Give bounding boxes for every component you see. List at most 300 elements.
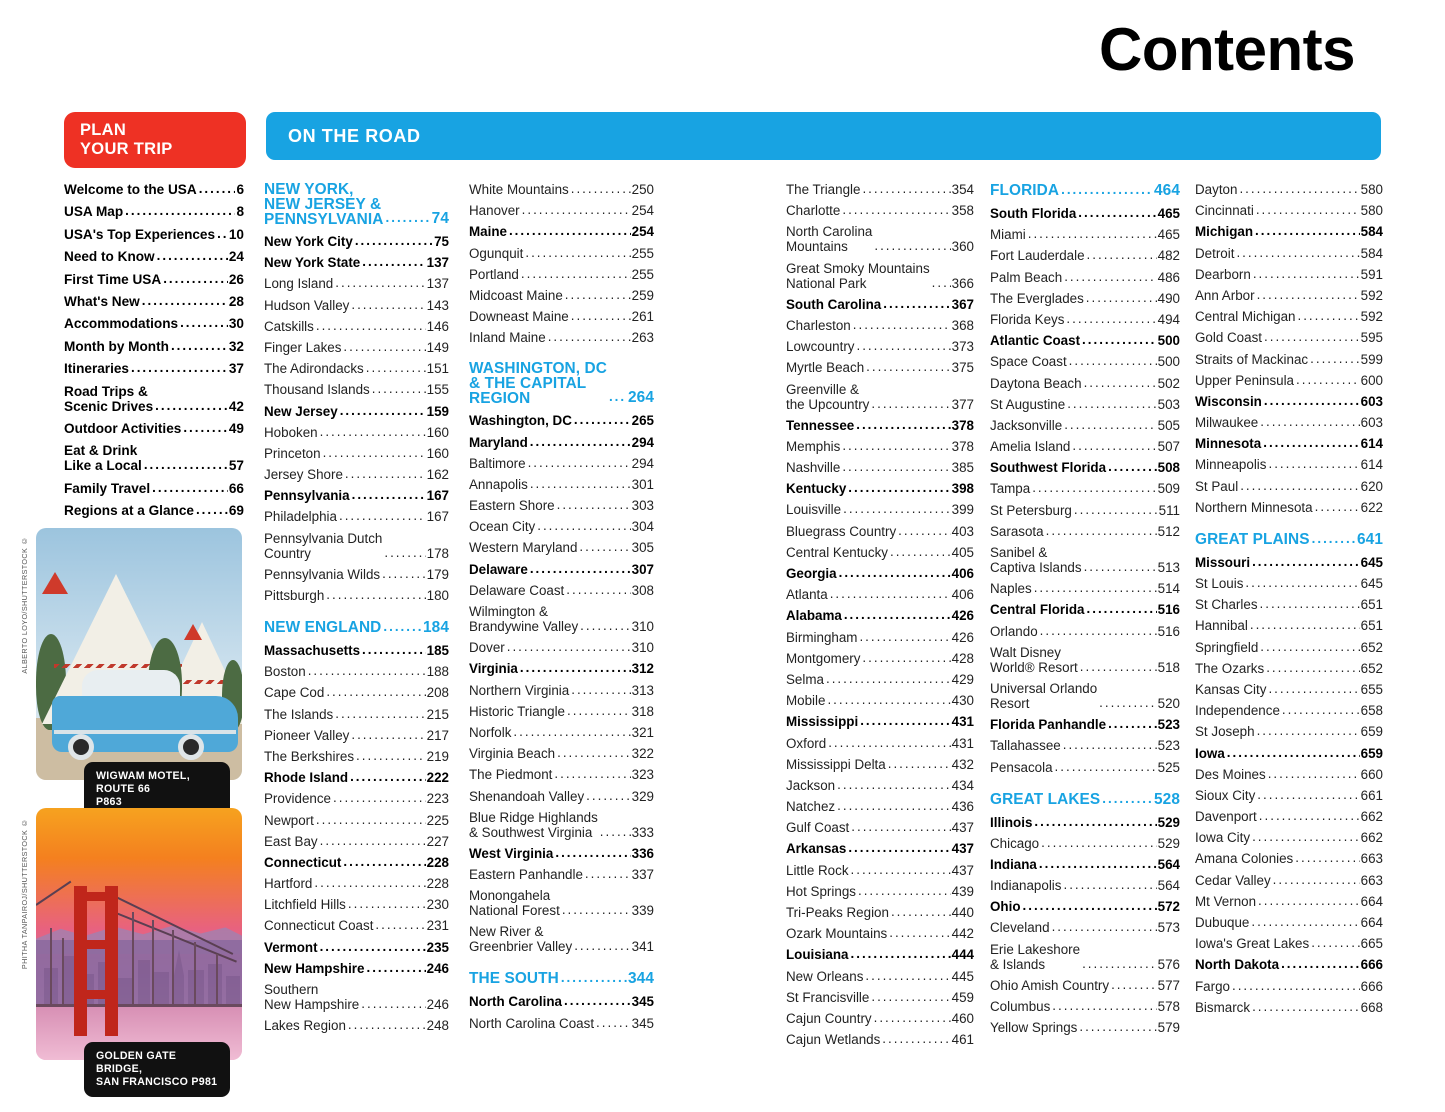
toc-entry-label: Ogunquit — [469, 245, 524, 261]
toc-entry[interactable] — [264, 255, 449, 270]
toc-entry[interactable] — [990, 815, 1180, 830]
toc-entry[interactable] — [786, 460, 974, 475]
toc-entry[interactable] — [786, 757, 974, 772]
toc-entry[interactable] — [264, 897, 449, 912]
toc-entry[interactable] — [264, 234, 449, 249]
toc-page-number: 137 — [426, 276, 449, 292]
toc-section-heading[interactable] — [1195, 531, 1383, 548]
toc-entry[interactable] — [786, 841, 974, 856]
toc-entry-label: Central Michigan — [1195, 309, 1296, 325]
toc-entry[interactable] — [469, 725, 654, 740]
toc-page-number: 516 — [1157, 602, 1180, 618]
toc-entry[interactable] — [990, 602, 1180, 617]
toc-entry-label: The Ozarks — [1195, 660, 1265, 676]
toc-entry[interactable] — [1195, 555, 1383, 570]
leader-dots — [131, 361, 228, 374]
toc-column-2 — [264, 182, 449, 1039]
toc-section-heading[interactable] — [264, 619, 449, 636]
toc-entry[interactable] — [786, 693, 974, 708]
toc-entry[interactable] — [990, 481, 1180, 496]
toc-entry-label: The Adirondacks — [264, 361, 364, 377]
caption-line1: WIGWAM MOTEL, ROUTE 66 — [96, 770, 190, 795]
toc-entry[interactable] — [990, 397, 1180, 412]
toc-entry[interactable] — [264, 276, 449, 291]
toc-page-number: 584 — [1360, 224, 1383, 240]
toc-entry[interactable] — [1195, 640, 1383, 655]
toc-entry[interactable] — [469, 456, 654, 471]
toc-entry-label: Springfield — [1195, 639, 1259, 655]
toc-entry[interactable] — [786, 587, 974, 602]
leader-dots — [1260, 415, 1359, 428]
toc-entry[interactable] — [1195, 724, 1383, 739]
toc-entry[interactable] — [990, 878, 1180, 893]
toc-entry[interactable] — [786, 1032, 974, 1047]
toc-entry-label: Southern New Hampshire — [264, 982, 360, 1012]
toc-entry[interactable] — [1195, 415, 1383, 430]
toc-entry[interactable] — [990, 439, 1180, 454]
toc-entry[interactable] — [264, 982, 449, 1012]
toc-entry[interactable] — [264, 361, 449, 376]
toc-entry[interactable] — [469, 435, 654, 450]
toc-entry[interactable] — [1195, 352, 1383, 367]
leader-dots — [871, 397, 950, 410]
toc-entry-label: Indianapolis — [990, 878, 1062, 894]
toc-entry[interactable] — [786, 630, 974, 645]
toc-entry[interactable] — [469, 767, 654, 782]
toc-entry[interactable] — [264, 531, 449, 561]
toc-page-number: 228 — [426, 876, 449, 892]
bridge-tower — [74, 886, 118, 1036]
toc-entry[interactable] — [1195, 288, 1383, 303]
leader-dots — [1032, 481, 1156, 494]
toc-entry[interactable] — [469, 562, 654, 577]
toc-entry[interactable] — [469, 746, 654, 761]
tower-leg — [74, 886, 87, 1036]
toc-entry[interactable] — [990, 581, 1180, 596]
toc-entry-label: FLORIDA — [990, 182, 1060, 199]
toc-entry[interactable] — [990, 312, 1180, 327]
toc-entry[interactable] — [1195, 224, 1383, 239]
toc-entry-label: WASHINGTON, DC & THE CAPITAL REGION — [469, 360, 607, 408]
toc-entry-label: Finger Lakes — [264, 339, 342, 355]
toc-page-number: 523 — [1157, 738, 1180, 754]
leader-dots — [1040, 624, 1157, 637]
toc-entry[interactable] — [469, 413, 654, 428]
toc-entry[interactable] — [469, 604, 654, 634]
toc-entry-label: Cajun Country — [786, 1010, 872, 1026]
toc-entry[interactable] — [786, 297, 974, 312]
toc-entry[interactable] — [469, 704, 654, 719]
toc-entry[interactable] — [990, 206, 1180, 221]
toc-entry-label: Hot Springs — [786, 883, 856, 899]
toc-entry[interactable] — [786, 905, 974, 920]
toc-entry[interactable] — [469, 203, 654, 218]
toc-entry[interactable] — [264, 567, 449, 582]
toc-entry[interactable] — [264, 643, 449, 658]
leader-dots — [343, 855, 425, 868]
toc-entry[interactable] — [469, 789, 654, 804]
toc-entry[interactable] — [990, 624, 1180, 639]
toc-entry[interactable] — [264, 770, 449, 785]
toc-entry[interactable] — [264, 404, 449, 419]
toc-entry-label: Connecticut Coast — [264, 918, 374, 934]
toc-entry[interactable] — [990, 717, 1180, 732]
toc-entry[interactable] — [264, 382, 449, 397]
toc-entry[interactable] — [990, 333, 1180, 348]
toc-entry[interactable] — [264, 685, 449, 700]
toc-entry[interactable] — [990, 738, 1180, 753]
toc-entry[interactable] — [1195, 661, 1383, 676]
toc-entry[interactable] — [786, 481, 974, 496]
toc-entry[interactable] — [264, 791, 449, 806]
toc-entry[interactable] — [469, 330, 654, 345]
toc-entry[interactable] — [469, 810, 654, 840]
toc-entry-label: Month by Month — [64, 338, 169, 354]
toc-entry[interactable] — [1195, 957, 1383, 972]
toc-page-number: 26 — [228, 271, 244, 287]
toc-entry[interactable] — [786, 969, 974, 984]
toc-entry[interactable] — [990, 857, 1180, 872]
toc-entry[interactable] — [1195, 703, 1383, 718]
toc-entry[interactable] — [990, 645, 1180, 675]
toc-entry[interactable] — [786, 714, 974, 729]
toc-entry[interactable] — [469, 994, 654, 1009]
toc-entry[interactable] — [469, 288, 654, 303]
toc-entry[interactable] — [990, 270, 1180, 285]
toc-entry[interactable] — [469, 683, 654, 698]
toc-entry[interactable] — [990, 942, 1180, 972]
toc-entry[interactable] — [1195, 457, 1383, 472]
toc-entry[interactable] — [1195, 915, 1383, 930]
toc-page-number: 259 — [631, 287, 654, 303]
toc-entry[interactable] — [64, 339, 244, 354]
toc-entry-label: Fargo — [1195, 978, 1230, 994]
toc-entry-label: Florida Panhandle — [990, 717, 1107, 733]
toc-entry[interactable] — [1195, 394, 1383, 409]
toc-section-heading[interactable] — [990, 791, 1180, 808]
toc-entry[interactable] — [1195, 267, 1383, 282]
toc-entry[interactable] — [990, 354, 1180, 369]
toc-entry[interactable] — [786, 418, 974, 433]
toc-entry[interactable] — [1195, 809, 1383, 824]
toc-page-number: 592 — [1360, 309, 1383, 325]
toc-entry[interactable] — [264, 509, 449, 524]
toc-entry[interactable] — [990, 376, 1180, 391]
toc-entry[interactable] — [1195, 830, 1383, 845]
toc-entry[interactable] — [1195, 479, 1383, 494]
toc-entry-label: Sioux City — [1195, 787, 1256, 803]
toc-page-number: 223 — [426, 791, 449, 807]
toc-entry[interactable] — [990, 460, 1180, 475]
toc-entry[interactable] — [1195, 373, 1383, 388]
leader-dots — [361, 997, 425, 1010]
toc-page-number: 620 — [1360, 478, 1383, 494]
toc-entry[interactable] — [64, 503, 244, 518]
toc-entry[interactable] — [1195, 873, 1383, 888]
toc-entry-label: Maryland — [469, 434, 528, 450]
toc-entry[interactable] — [1195, 597, 1383, 612]
toc-entry[interactable] — [469, 661, 654, 676]
toc-entry[interactable] — [990, 681, 1180, 711]
toc-page-number: 235 — [426, 939, 449, 955]
toc-entry[interactable] — [1195, 682, 1383, 697]
toc-entry[interactable] — [786, 736, 974, 751]
toc-entry[interactable] — [786, 339, 974, 354]
toc-entry-label: The Berkshires — [264, 748, 355, 764]
leader-dots — [1108, 717, 1157, 730]
leader-dots — [1069, 354, 1157, 367]
toc-entry[interactable] — [469, 540, 654, 555]
leader-dots — [862, 651, 950, 664]
toc-entry[interactable] — [786, 608, 974, 623]
toc-entry[interactable] — [264, 467, 449, 482]
toc-entry[interactable] — [786, 224, 974, 254]
toc-entry[interactable] — [786, 318, 974, 333]
toc-entry[interactable] — [264, 855, 449, 870]
leader-dots — [837, 778, 951, 791]
toc-entry[interactable] — [1195, 309, 1383, 324]
toc-page-number: 665 — [1360, 936, 1383, 952]
toc-entry[interactable] — [64, 421, 244, 436]
toc-entry[interactable] — [786, 820, 974, 835]
toc-entry[interactable] — [786, 382, 974, 412]
toc-page-number: 367 — [951, 296, 974, 312]
toc-entry-label: Sarasota — [990, 523, 1044, 539]
toc-entry[interactable] — [990, 418, 1180, 433]
toc-entry[interactable] — [469, 1016, 654, 1031]
leader-dots — [1087, 248, 1157, 261]
toc-entry[interactable] — [264, 749, 449, 764]
toc-entry[interactable] — [264, 319, 449, 334]
toc-entry[interactable] — [786, 261, 974, 291]
toc-entry[interactable] — [1195, 182, 1383, 197]
toc-page-number: 461 — [951, 1032, 974, 1048]
toc-entry[interactable] — [990, 836, 1180, 851]
toc-entry[interactable] — [1195, 618, 1383, 633]
toc-entry[interactable] — [990, 503, 1180, 518]
leader-dots — [348, 1018, 426, 1031]
toc-entry[interactable] — [990, 248, 1180, 263]
toc-entry[interactable] — [990, 291, 1180, 306]
leader-dots — [596, 1016, 631, 1029]
toc-entry[interactable] — [1195, 500, 1383, 515]
leader-dots — [585, 867, 631, 880]
toc-entry[interactable] — [1195, 203, 1383, 218]
toc-entry[interactable] — [990, 1020, 1180, 1035]
toc-entry[interactable] — [264, 340, 449, 355]
toc-entry[interactable] — [786, 1011, 974, 1026]
toc-entry[interactable] — [990, 920, 1180, 935]
toc-entry-label: Natchez — [786, 799, 836, 815]
toc-entry[interactable] — [64, 204, 244, 219]
toc-entry[interactable] — [264, 588, 449, 603]
leader-dots — [144, 458, 228, 471]
toc-entry[interactable] — [1195, 767, 1383, 782]
toc-entry[interactable] — [786, 863, 974, 878]
toc-entry-label: St Paul — [1195, 478, 1239, 494]
toc-entry-label: USA's Top Experiences — [64, 226, 216, 242]
toc-page-number: 385 — [951, 460, 974, 476]
toc-entry[interactable] — [990, 545, 1180, 575]
leader-dots — [1061, 184, 1153, 197]
toc-entry[interactable] — [64, 361, 244, 376]
toc-entry[interactable] — [264, 1018, 449, 1033]
toc-entry[interactable] — [469, 583, 654, 598]
leader-dots — [1064, 270, 1156, 283]
toc-entry[interactable] — [64, 384, 244, 414]
toc-page-number: 160 — [426, 445, 449, 461]
toc-entry[interactable] — [786, 360, 974, 375]
toc-entry[interactable] — [1195, 436, 1383, 451]
toc-entry-label: Minneapolis — [1195, 457, 1267, 473]
toc-entry[interactable] — [64, 249, 244, 264]
toc-entry[interactable] — [64, 182, 244, 197]
toc-entry[interactable] — [1195, 330, 1383, 345]
toc-page-number: 652 — [1360, 639, 1383, 655]
toc-entry[interactable] — [786, 672, 974, 687]
toc-page-number: 185 — [426, 643, 449, 658]
toc-page-number: 321 — [631, 724, 654, 740]
leader-dots — [862, 182, 950, 195]
toc-entry-label: Pennsylvania Dutch Country — [264, 530, 383, 561]
toc-entry[interactable] — [786, 651, 974, 666]
toc-page-number: 304 — [631, 519, 654, 535]
toc-entry[interactable] — [264, 488, 449, 503]
toc-section-heading[interactable] — [469, 970, 654, 987]
toc-entry[interactable] — [990, 899, 1180, 914]
toc-entry[interactable] — [469, 309, 654, 324]
toc-entry[interactable] — [786, 947, 974, 962]
toc-entry[interactable] — [469, 924, 654, 954]
toc-entry[interactable] — [786, 545, 974, 560]
toc-entry[interactable] — [990, 999, 1180, 1014]
toc-entry[interactable] — [469, 888, 654, 918]
toc-entry[interactable] — [469, 246, 654, 261]
toc-entry[interactable] — [264, 940, 449, 955]
leader-dots — [314, 876, 425, 889]
toc-page-number: 345 — [631, 994, 654, 1010]
toc-entry[interactable] — [264, 664, 449, 679]
toc-entry[interactable] — [786, 439, 974, 454]
toc-entry[interactable] — [64, 227, 244, 242]
toc-entry[interactable] — [786, 990, 974, 1005]
toc-entry[interactable] — [469, 519, 654, 534]
toc-entry[interactable] — [264, 961, 449, 976]
toc-entry-label: Iowa City — [1195, 830, 1251, 846]
toc-page-number: 507 — [1157, 439, 1180, 455]
leader-dots — [1297, 309, 1359, 322]
toc-entry-label: Indiana — [990, 856, 1037, 872]
toc-entry[interactable] — [469, 224, 654, 239]
toc-entry[interactable] — [786, 926, 974, 941]
toc-entry-label: Western Maryland — [469, 540, 578, 556]
toc-page-number: 231 — [426, 918, 449, 934]
toc-entry[interactable] — [1195, 936, 1383, 951]
toc-entry[interactable] — [469, 182, 654, 197]
toc-entry[interactable] — [264, 728, 449, 743]
toc-entry[interactable] — [786, 502, 974, 517]
toc-entry[interactable] — [786, 203, 974, 218]
toc-entry[interactable] — [1195, 851, 1383, 866]
toc-entry[interactable] — [786, 799, 974, 814]
toc-entry[interactable] — [264, 918, 449, 933]
toc-entry-label: Blue Ridge Highlands & Southwest Virginia — [469, 809, 598, 840]
toc-entry[interactable] — [469, 477, 654, 492]
toc-page-number: 323 — [631, 767, 654, 783]
toc-entry[interactable] — [786, 566, 974, 581]
toc-entry[interactable] — [469, 846, 654, 861]
toc-entry-label: Nashville — [786, 460, 841, 476]
toc-entry[interactable] — [786, 182, 974, 197]
toc-entry-label: Pittsburgh — [264, 588, 325, 603]
toc-entry[interactable] — [990, 524, 1180, 539]
toc-entry[interactable] — [264, 876, 449, 891]
toc-entry[interactable] — [1195, 894, 1383, 909]
toc-entry[interactable] — [1195, 979, 1383, 994]
toc-page-number: 219 — [426, 748, 449, 764]
toc-entry[interactable] — [264, 446, 449, 461]
toc-section-heading[interactable] — [469, 361, 654, 406]
leader-dots — [366, 361, 426, 374]
leader-dots — [1034, 581, 1157, 594]
toc-entry-label: Midcoast Maine — [469, 287, 563, 303]
leader-dots — [1080, 660, 1157, 673]
leader-dots — [1023, 899, 1157, 912]
toc-entry[interactable] — [469, 498, 654, 513]
toc-entry[interactable] — [786, 524, 974, 539]
toc-page-number: 661 — [1360, 787, 1383, 803]
toc-entry[interactable] — [786, 884, 974, 899]
toc-page-number: 641 — [1357, 530, 1383, 548]
toc-entry[interactable] — [469, 640, 654, 655]
banner-plan-line2: YOUR TRIP — [80, 140, 173, 158]
toc-entry[interactable] — [990, 227, 1180, 242]
toc-entry[interactable] — [469, 867, 654, 882]
toc-entry[interactable] — [786, 778, 974, 793]
toc-entry[interactable] — [64, 481, 244, 496]
toc-entry[interactable] — [1195, 246, 1383, 261]
toc-entry-label: Cedar Valley — [1195, 872, 1271, 888]
toc-page-number: 254 — [631, 224, 654, 240]
toc-entry[interactable] — [264, 707, 449, 722]
leader-dots — [1082, 957, 1157, 970]
toc-entry[interactable] — [264, 425, 449, 440]
toc-entry[interactable] — [1195, 746, 1383, 761]
toc-entry[interactable] — [64, 294, 244, 309]
toc-entry[interactable] — [469, 267, 654, 282]
toc-page-number: 344 — [628, 970, 654, 988]
toc-section-heading[interactable] — [264, 182, 449, 227]
toc-section-heading[interactable] — [990, 182, 1180, 199]
toc-entry[interactable] — [990, 978, 1180, 993]
cable-hanger — [132, 912, 134, 1004]
toc-entry[interactable] — [64, 443, 244, 473]
toc-entry[interactable] — [990, 760, 1180, 775]
toc-entry[interactable] — [1195, 788, 1383, 803]
toc-entry[interactable] — [1195, 1000, 1383, 1015]
toc-entry[interactable] — [264, 298, 449, 313]
photo-golden-gate-bridge — [36, 808, 242, 1060]
toc-entry[interactable] — [64, 272, 244, 287]
toc-entry[interactable] — [264, 834, 449, 849]
toc-page-number: 188 — [426, 664, 449, 680]
toc-entry[interactable] — [264, 813, 449, 828]
toc-entry[interactable] — [1195, 576, 1383, 591]
toc-entry[interactable] — [64, 316, 244, 331]
toc-page-number: 525 — [1157, 759, 1180, 775]
toc-page-number: 503 — [1157, 396, 1180, 412]
toc-entry-label: Tampa — [990, 481, 1031, 497]
